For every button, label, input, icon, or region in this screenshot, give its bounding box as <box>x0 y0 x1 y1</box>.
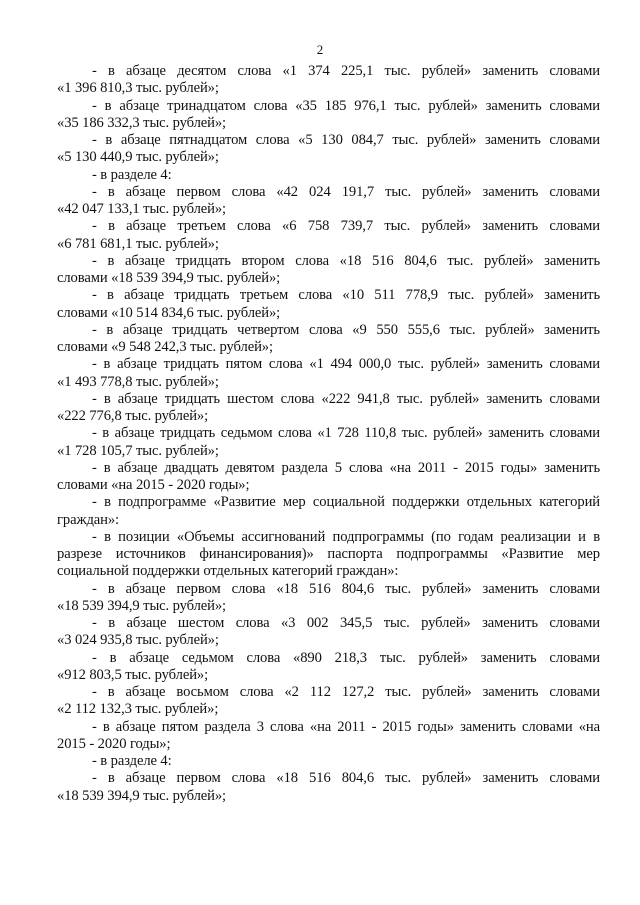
text-line: - в абзаце тринадцатом слова «35 185 976,1 тыс. рублей» заменить словами <box>92 97 600 114</box>
text-line: социальной поддержки отдельных категорий граждан»: <box>57 563 399 580</box>
text-line: «1 728 105,7 тыс. рублей»; <box>57 442 219 459</box>
text-line: словами «на 2015 - 2020 годы»; <box>57 477 250 493</box>
text-line: - в абзаце первом слова «18 516 804,6 тыс. рублей» заменить словами <box>92 770 600 787</box>
text-line: - в абзаце шестом слова «3 002 345,5 тыс. рублей» заменить словами <box>92 615 600 631</box>
page-number: 2 <box>316 42 324 57</box>
text-line: «912 803,5 тыс. рублей»; <box>57 666 209 683</box>
text-line: - в абзаце тридцать пятом слова «1 494 000,0 тыс. рублей» заменить словами <box>92 356 600 373</box>
text-line: 2015 - 2020 годы»; <box>57 735 171 752</box>
text-line: - в абзаце тридцать четвертом слова «9 550 555,6 тыс. рублей» заменить <box>92 321 600 338</box>
text-line: - в абзаце седьмом слова «890 218,3 тыс. рублей» заменить словами <box>92 649 600 666</box>
text-line: - в абзаце тридцать шестом слова «222 941,8 тыс. рублей» заменить словами <box>92 390 600 407</box>
document-body <box>57 63 600 805</box>
text-line: «35 186 332,3 тыс. рублей»; <box>57 114 227 131</box>
text-line: «5 130 440,9 тыс. рублей»; <box>57 149 219 166</box>
text-line: - в абзаце первом слова «42 024 191,7 тыс. рублей» заменить словами <box>92 183 600 200</box>
text-line: «1 493 778,8 тыс. рублей»; <box>57 373 219 390</box>
text-line: - в абзаце третьем слова «6 758 739,7 тыс. рублей» заменить словами <box>92 218 600 235</box>
text-line: - в абзаце тридцать третьем слова «10 511 778,9 тыс. рублей» заменить <box>92 287 600 304</box>
text-line: - в абзаце пятом раздела 3 слова «на 2011 - 2015 годы» заменить словами «на <box>92 718 600 735</box>
text-line: «1 396 810,3 тыс. рублей»; <box>57 80 219 97</box>
text-line: словами «18 539 394,9 тыс. рублей»; <box>57 270 281 286</box>
text-line: разрезе источников финансирования)» паспорта подпрограммы «Развитие мер <box>57 546 600 562</box>
text-line: - в абзаце восьмом слова «2 112 127,2 тыс. рублей» заменить словами <box>92 684 600 700</box>
text-line: - в абзаце пятнадцатом слова «5 130 084,7 тыс. рублей» заменить словами <box>92 132 600 148</box>
text-line: «6 781 681,1 тыс. рублей»; <box>57 235 219 252</box>
text-line: «18 539 394,9 тыс. рублей»; <box>57 597 227 614</box>
text-line: - в абзаце десятом слова «1 374 225,1 тыс. рублей» заменить словами <box>92 63 600 79</box>
text-line: - в разделе 4: <box>92 753 172 769</box>
text-line: - в абзаце тридцать втором слова «18 516 804,6 тыс. рублей» заменить <box>92 252 600 269</box>
text-line: «18 539 394,9 тыс. рублей»; <box>57 787 227 804</box>
text-line: «42 047 133,1 тыс. рублей»; <box>57 201 227 217</box>
text-line: «222 776,8 тыс. рублей»; <box>57 408 209 424</box>
text-line: словами «9 548 242,3 тыс. рублей»; <box>57 339 273 355</box>
text-line: - в абзаце двадцать девятом раздела 5 слова «на 2011 - 2015 годы» заменить <box>92 459 600 476</box>
text-line: - в разделе 4: <box>92 166 172 183</box>
text-line: граждан»: <box>57 511 120 528</box>
text-line: словами «10 514 834,6 тыс. рублей»; <box>57 304 281 321</box>
text-line: - в абзаце первом слова «18 516 804,6 тыс. рублей» заменить словами <box>92 580 600 597</box>
text-line: «3 024 935,8 тыс. рублей»; <box>57 632 219 649</box>
text-line: «2 112 132,3 тыс. рублей»; <box>57 701 219 718</box>
text-line: - в позиции «Объемы ассигнований подпрограммы (по годам реализации и в <box>92 528 600 545</box>
text-line: - в подпрограмме «Развитие мер социальной поддержки отдельных категорий <box>92 494 600 511</box>
text-line: - в абзаце тридцать седьмом слова «1 728 110,8 тыс. рублей» заменить словами <box>92 425 600 442</box>
